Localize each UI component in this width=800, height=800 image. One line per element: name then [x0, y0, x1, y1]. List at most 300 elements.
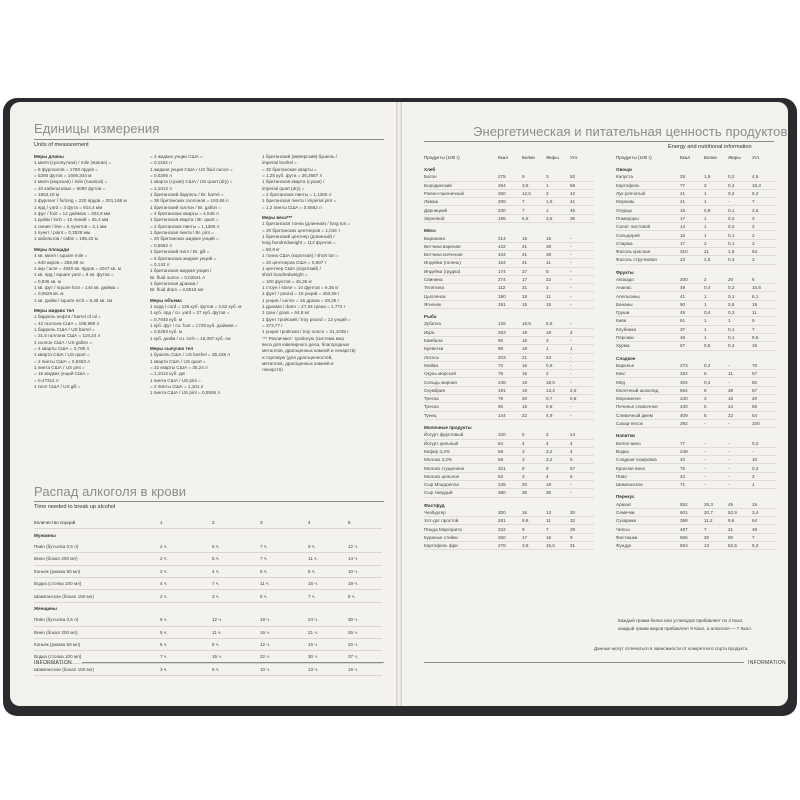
units-line: 1 британский гилл / Br. gill = — [150, 249, 210, 255]
nutrition-value: 16 — [522, 336, 546, 344]
nutrition-value: 15 — [752, 342, 776, 350]
units-line: 1 жидкая унция США / US fluid ounce = — [150, 166, 233, 172]
food-name: Батон — [424, 173, 498, 181]
nutrition-value: 4,9 — [546, 411, 570, 419]
nutrition-value: 250 — [498, 533, 522, 541]
nutrition-value: 9 — [522, 173, 546, 181]
units-line: = 373,77 г — [262, 322, 283, 328]
food-group-name: Овощи — [616, 167, 632, 173]
nutrition-value: 20 — [704, 533, 728, 541]
food-name: Картофель фри — [424, 542, 498, 550]
nutrition-value: 57 — [570, 464, 594, 472]
breakdown-time: 24 ч. — [308, 614, 348, 626]
alcohol-table — [34, 517, 382, 676]
nutrition-value: 19 — [752, 300, 776, 308]
table-row — [616, 411, 776, 419]
nutrition-value: 38 — [546, 250, 570, 258]
breakdown-time: 2 ч. — [160, 590, 212, 602]
table-row — [616, 508, 776, 516]
units-line: 1 британская пинта / imperial pint = — [262, 198, 337, 204]
nutrition-value: 8,1 — [752, 292, 776, 300]
breakdown-time: 30 ч. — [348, 614, 382, 626]
breakdown-time: 5 ч. — [212, 541, 260, 553]
breakdown-time: 15 ч. — [212, 651, 260, 663]
units-line: = 8 фурлонгов = 1760 ярдов = — [34, 166, 98, 172]
units-line: = 5280 футов = 1609,344 м — [34, 173, 92, 179]
nutrition-value: 2,5 — [570, 386, 594, 394]
breakdown-time: 4 ч. — [160, 577, 212, 589]
units-line: 1 куб. фут / cu. foot = 1728 куб. дюймов = — [150, 322, 238, 328]
units-line: = 1,1012 куб. дм — [150, 371, 185, 377]
nutrition-value: 3,2 — [546, 456, 570, 464]
nutrition-value: - — [728, 419, 752, 427]
nutrition-value: 310 — [680, 247, 704, 255]
food-name: Индейка (голень) — [424, 259, 498, 267]
nutrition-value: 57 — [752, 370, 776, 378]
nutrition-value: 98 — [498, 345, 522, 353]
nutrition-value: 2 — [752, 231, 776, 239]
nutrition-value: 100 — [752, 419, 776, 427]
units-line: 1 ярд / yard = 3 фута = 914,4 мм — [34, 204, 103, 210]
units-subtitle: Units of measurement — [34, 142, 89, 148]
alcohol-header-cell: 5 — [348, 517, 382, 529]
table-row — [616, 206, 776, 214]
nutrition-value: 432 — [498, 242, 522, 250]
food-name: Йогурт цельный — [424, 439, 498, 447]
nutrition-value: 41 — [680, 198, 704, 206]
food-name: Зерновой — [424, 214, 498, 222]
nutrition-value: 334 — [680, 370, 704, 378]
units-line: 1 фут / foot = 12 дюймов = 304,8 мм — [34, 211, 111, 217]
nutrition-value: 0,4 — [728, 342, 752, 350]
table-row — [616, 214, 776, 222]
breakdown-time: 22 ч. — [260, 651, 308, 663]
food-name: Сладкая газировка — [616, 456, 680, 464]
food-name: Лосось — [424, 353, 498, 361]
nutrition-value: 62,5 — [728, 542, 752, 550]
units-line: short hundredweight = — [262, 272, 308, 278]
breakdown-time: 3 ч. — [160, 663, 212, 675]
nutrition-value: 38 — [546, 242, 570, 250]
nutrition-value: 35 — [570, 214, 594, 222]
nutrition-value: 0,4 — [704, 378, 728, 386]
table-row — [616, 300, 776, 308]
nutrition-value: 5 — [704, 403, 728, 411]
nutrition-value: 16,3 — [752, 181, 776, 189]
table-row — [424, 411, 594, 419]
units-section-heading: Меры жидких тел — [34, 307, 75, 313]
table-row — [34, 614, 382, 626]
nutrition-value: 9,3 — [752, 542, 776, 550]
nutrition-value: - — [570, 267, 594, 275]
table-row — [616, 333, 776, 341]
nutrition-value: 164 — [498, 259, 522, 267]
breakdown-time: 3 ч. — [212, 590, 260, 602]
nutrition-value: 13 — [546, 353, 570, 361]
nutrition-value: 1 — [546, 181, 570, 189]
nutrition-value: 0,3 — [728, 309, 752, 317]
nutrition-value: 20 — [522, 395, 546, 403]
nutrition-value: 20,7 — [704, 508, 728, 516]
nutrition-value: 9 — [704, 386, 728, 394]
nutrition-value: 21 — [522, 284, 546, 292]
nutrition-value: 3 — [752, 214, 776, 222]
food-group-name: Хлеб — [424, 167, 436, 173]
food-name: Икра — [424, 328, 498, 336]
nutrition-value: - — [728, 198, 752, 206]
table-row — [616, 517, 776, 525]
units-line: = 1,1012 л — [150, 185, 172, 191]
units-line: 1 британская кварта / Br. quart = — [150, 217, 219, 223]
units-line: металлов, драгоценных камней и лекарств) — [262, 348, 356, 354]
nutrition-value: 3 — [522, 447, 546, 455]
breakdown-time: 2 ч. — [160, 553, 212, 565]
units-line: = 1853,18 м — [34, 192, 59, 198]
nutrition-value: 2 — [570, 328, 594, 336]
units-line: 1 кварта США / US quart = — [34, 352, 90, 358]
nutrition-value: 23 — [680, 256, 704, 264]
nutrition-value: - — [704, 472, 728, 480]
table-row — [616, 247, 776, 255]
food-group-row — [616, 264, 776, 276]
nutrition-value: 15 — [522, 370, 546, 378]
units-line: и торговую (для драгоценностей, — [262, 354, 333, 360]
nutrition-value: 0,2 — [752, 464, 776, 472]
table-row — [424, 259, 594, 267]
table-row — [616, 525, 776, 533]
table-row — [424, 242, 594, 250]
nutrition-value: 4 — [522, 439, 546, 447]
nutrition-value: 55 — [752, 403, 776, 411]
nutrition-value: 70 — [752, 362, 776, 370]
breakdown-time: 18 ч. — [260, 614, 308, 626]
nutrition-header-cell: Угл. — [570, 154, 579, 160]
units-line: 1 кв. дюйм / square inch = 6,45 кв. см — [34, 297, 113, 303]
food-name: Лук репчатый — [616, 189, 680, 197]
nutrition-value: 21 — [522, 353, 546, 361]
breakdown-time: 13 ч. — [308, 663, 348, 675]
nutrition-value: 7 — [752, 198, 776, 206]
breakdown-time: 7 ч. — [160, 651, 212, 663]
nutrition-value: 75 — [680, 464, 704, 472]
food-name: Йогурт фруктовый — [424, 431, 498, 439]
nutrition-value: 57 — [752, 386, 776, 394]
nutrition-value: 3 — [752, 256, 776, 264]
table-row — [616, 419, 776, 427]
units-line: = 2 пинты США = 1,101 л — [150, 384, 204, 390]
food-name: Хот-дог простой — [424, 517, 498, 525]
nutrition-value: 2 — [546, 189, 570, 197]
units-column-3 — [262, 154, 380, 374]
units-line: = 20 центнеров США = 0,907 т — [262, 259, 327, 265]
table-row — [424, 447, 594, 455]
table-row — [424, 533, 594, 541]
nutrition-value: 11 — [546, 259, 570, 267]
food-name: Помидоры — [616, 214, 680, 222]
breakdown-time: 7 ч. — [308, 590, 348, 602]
table-row — [616, 386, 776, 394]
nutrition-value: 13 — [704, 542, 728, 550]
nutrition-value: 22 — [522, 411, 546, 419]
nutrition-value: 174 — [498, 267, 522, 275]
units-column-1 — [34, 154, 149, 390]
nutrition-value: - — [570, 284, 594, 292]
nutrition-value: 2 — [546, 431, 570, 439]
nutrition-value: 0,4 — [704, 362, 728, 370]
nutrition-value: 9 — [570, 533, 594, 541]
units-line: = 0,0283 куб. м — [150, 329, 183, 335]
breakdown-time: 12 ч. — [260, 638, 308, 650]
nutrition-value: 7 — [522, 198, 546, 206]
breakdown-time: 14 ч. — [348, 553, 382, 565]
food-name: Арахис — [616, 501, 680, 509]
food-name: Дарницкий — [424, 206, 498, 214]
food-name: Баранина — [424, 234, 498, 242]
food-name: Фисташки — [616, 533, 680, 541]
nutrition-value: 18 — [546, 480, 570, 488]
nutrition-value: 11 — [728, 370, 752, 378]
food-name: Белое вино — [616, 440, 680, 448]
nutrition-value: 58 — [570, 181, 594, 189]
breakdown-time: 5 ч. — [160, 626, 212, 638]
table-row — [34, 565, 382, 577]
nutrition-value: 245 — [498, 480, 522, 488]
nutrition-value: 2,5 — [752, 206, 776, 214]
food-name: Телятина — [424, 284, 498, 292]
table-row — [424, 403, 594, 411]
nutrition-value: 30 — [522, 489, 546, 497]
nutrition-value: 45 — [680, 309, 704, 317]
nutrition-value: 48 — [680, 333, 704, 341]
nutrition-value: 1 — [704, 292, 728, 300]
nutrition-value: 1,8 — [728, 247, 752, 255]
alcohol-title: Распад алкоголя в крови — [34, 484, 187, 499]
units-section-heading: Меры объема — [150, 297, 182, 303]
nutrition-value: 7 — [752, 325, 776, 333]
breakdown-time: 7 ч. — [212, 577, 260, 589]
right-footer-label: INFORMATION — [748, 660, 786, 666]
nutrition-value: 5,5 — [522, 214, 546, 222]
nutrition-value: - — [728, 456, 752, 464]
nutrition-value: - — [728, 440, 752, 448]
alcohol-group-name: Мужчины — [34, 532, 56, 538]
nutrition-value: 9 — [546, 464, 570, 472]
food-name: Сельдь жирная — [424, 378, 498, 386]
nutrition-value: 18 — [522, 378, 546, 386]
breakdown-time: 19 ч. — [348, 577, 382, 589]
table-row — [616, 198, 776, 206]
nutrition-value: 19 — [522, 328, 546, 336]
nutrition-value: 15 — [680, 206, 704, 214]
units-section-heading: Меры площади — [34, 246, 70, 252]
drink-name: Шампанское (бокал 150 мл) — [34, 590, 160, 602]
nutrition-value: 398 — [680, 517, 704, 525]
nutrition-value: 79 — [498, 395, 522, 403]
food-name: Бананы — [616, 300, 680, 308]
food-name: Апельсины — [616, 292, 680, 300]
nutrition-value: - — [570, 411, 594, 419]
nutrition-value: 18 — [522, 345, 546, 353]
table-row — [616, 370, 776, 378]
food-name: Ветчина вареная — [424, 242, 498, 250]
nutrition-value: 10 — [752, 456, 776, 464]
food-group-name: Напитки — [616, 433, 635, 439]
table-row — [616, 231, 776, 239]
nutrition-header-cell: Жиры — [546, 154, 559, 160]
food-name: Лаваш — [424, 198, 498, 206]
units-line: 1 куб. ярд / cu. yard = 27 куб. футов = — [150, 310, 230, 316]
breakdown-time: 30 ч. — [308, 651, 348, 663]
nutrition-value: 21 — [704, 247, 728, 255]
table-row — [34, 626, 382, 638]
food-name: Сыр твердый — [424, 489, 498, 497]
food-name: Печенье сливочное — [616, 403, 680, 411]
nutrition-header-row — [424, 152, 594, 162]
nutrition-value: - — [570, 320, 594, 328]
units-line: 1 британский галлон / Br. gallon = — [150, 204, 222, 210]
nutrition-header-cell: Угл. — [752, 154, 761, 160]
nutrition-value: 3,4 — [752, 508, 776, 516]
nutrition-value: - — [570, 300, 594, 308]
nutrition-value: 3,5 — [546, 214, 570, 222]
breakdown-time: 5 ч. — [212, 553, 260, 565]
nutrition-value: - — [570, 361, 594, 369]
food-group-name: Молочные продукты — [424, 425, 472, 431]
breakdown-time: 5 ч. — [260, 590, 308, 602]
nutrition-value: 16 — [522, 361, 546, 369]
nutrition-value: 5 — [522, 431, 546, 439]
food-name: Ветчина копченая — [424, 250, 498, 258]
nutrition-value: 38 — [728, 386, 752, 394]
units-line: = 0,0295 л — [150, 173, 172, 179]
units-line: 1 британская тонна (длинная) / long ton = — [262, 221, 351, 227]
table-row — [424, 320, 594, 328]
nutrition-value: 2 — [704, 276, 728, 284]
table-row — [424, 370, 594, 378]
table-row — [34, 663, 382, 675]
food-name: Шампанское — [616, 480, 680, 488]
breakdown-time: 6 ч. — [260, 565, 308, 577]
nutrition-value: 61 — [680, 317, 704, 325]
units-line: = 32 кварты США = 35,24 л — [150, 365, 208, 370]
food-group-name: Фрукты — [616, 269, 634, 275]
nutrition-header-cell: Белки — [704, 154, 717, 160]
nutrition-value: 1 — [546, 206, 570, 214]
nutrition-value: - — [570, 489, 594, 497]
table-row — [424, 234, 594, 242]
units-line: = 36 британских галлонов = 163,66 л — [150, 198, 229, 204]
food-name: Молоко сгущенное — [424, 464, 498, 472]
food-group-row — [616, 489, 776, 501]
units-line: 1 стоун / stone = 14 фунтов = 6,35 кг — [262, 284, 339, 290]
alcohol-header-cell: 4 — [308, 517, 348, 529]
nutrition-value: 1 — [704, 198, 728, 206]
table-row — [424, 489, 594, 497]
units-line: = 4 кварты США = 3,785 л — [34, 345, 90, 351]
table-row — [424, 509, 594, 517]
breakdown-time: 15 ч. — [308, 577, 348, 589]
food-name: Авокадо — [616, 276, 680, 284]
nutrition-header-cell: Белки — [522, 154, 535, 160]
nutrition-value: 54 — [752, 247, 776, 255]
units-line: 1 британский (имперский) бушель / — [262, 154, 338, 159]
nutrition-value: 380 — [498, 489, 522, 497]
food-name: Мойва — [424, 361, 498, 369]
drink-name: Пиво (бутылка 0,5 л) — [34, 541, 160, 553]
nutrition-value: 63 — [498, 472, 522, 480]
table-row — [616, 464, 776, 472]
nutrition-note-2: каждый грамм жиров прибавляет 9 Ккал, а алкоголя — 7 Ккал. — [618, 626, 752, 631]
food-name: Картофель — [616, 181, 680, 189]
table-row — [616, 447, 776, 455]
nutrition-value: 13 — [546, 509, 570, 517]
units-line: 1 кв. ярд / square yard = 9 кв. футов = — [34, 272, 114, 278]
units-line: 1 унция тройская / troy ounce = 31,1035 г — [262, 329, 349, 335]
breakdown-time: 8 ч. — [308, 565, 348, 577]
units-title-rule — [34, 139, 384, 140]
table-row — [424, 345, 594, 353]
food-name: Сухарики — [616, 517, 680, 525]
nutrition-value: 49 — [680, 284, 704, 292]
breakdown-time: 12 ч. — [212, 614, 260, 626]
nutrition-value: 487 — [680, 525, 704, 533]
table-row — [616, 440, 776, 448]
units-line: = 1,28 куб. фута = 36,3687 л — [262, 173, 323, 179]
nutrition-value: 0,2 — [728, 189, 752, 197]
nutrition-value: 28 — [680, 173, 704, 181]
nutrition-value: 30 — [570, 509, 594, 517]
nutrition-value: 9 — [522, 525, 546, 533]
units-column-2 — [150, 154, 262, 397]
units-line: 1 центнер США (короткий) / — [262, 265, 321, 271]
nutrition-value: 5 — [570, 472, 594, 480]
breakdown-time: 4 ч. — [212, 565, 260, 577]
units-line: imperial quart (dry) = — [262, 185, 305, 191]
food-name: Мороженое — [616, 395, 680, 403]
food-name: Ананас — [616, 284, 680, 292]
table-row — [616, 189, 776, 197]
food-name: Морковь — [616, 198, 680, 206]
nutrition-value: 18,5 — [546, 378, 570, 386]
nutrition-value: 5 — [570, 456, 594, 464]
nutrition-value: 15,5 — [546, 542, 570, 550]
alcohol-title-rule — [34, 501, 384, 502]
nutrition-value: - — [570, 403, 594, 411]
nutrition-value: 18 — [546, 328, 570, 336]
table-row — [424, 250, 594, 258]
nutrition-value: 1 — [704, 223, 728, 231]
food-name: Окунь морской — [424, 370, 498, 378]
food-name: Ягненок — [424, 300, 498, 308]
nutrition-value: 321 — [498, 464, 522, 472]
nutrition-value: 275 — [498, 173, 522, 181]
nutrition-value: 58 — [498, 456, 522, 464]
nutrition-header-row — [616, 152, 776, 162]
nutrition-value: 18 — [522, 292, 546, 300]
nutrition-value: 552 — [680, 501, 704, 509]
units-line: = 1,2 пинты США = 0,5682 л — [262, 204, 322, 210]
breakdown-time: 6 ч. — [212, 663, 260, 675]
nutrition-value: - — [704, 464, 728, 472]
table-row — [424, 300, 594, 308]
units-line: = 2 пинты США = 0,9463 л — [34, 358, 90, 364]
table-row — [616, 480, 776, 488]
nutrition-value: 14 — [680, 223, 704, 231]
nutrition-value: 1 — [728, 317, 752, 325]
alcohol-subtitle: Time needed to break up alcohol — [34, 504, 116, 510]
table-row — [424, 464, 594, 472]
nutrition-value: 409 — [680, 411, 704, 419]
